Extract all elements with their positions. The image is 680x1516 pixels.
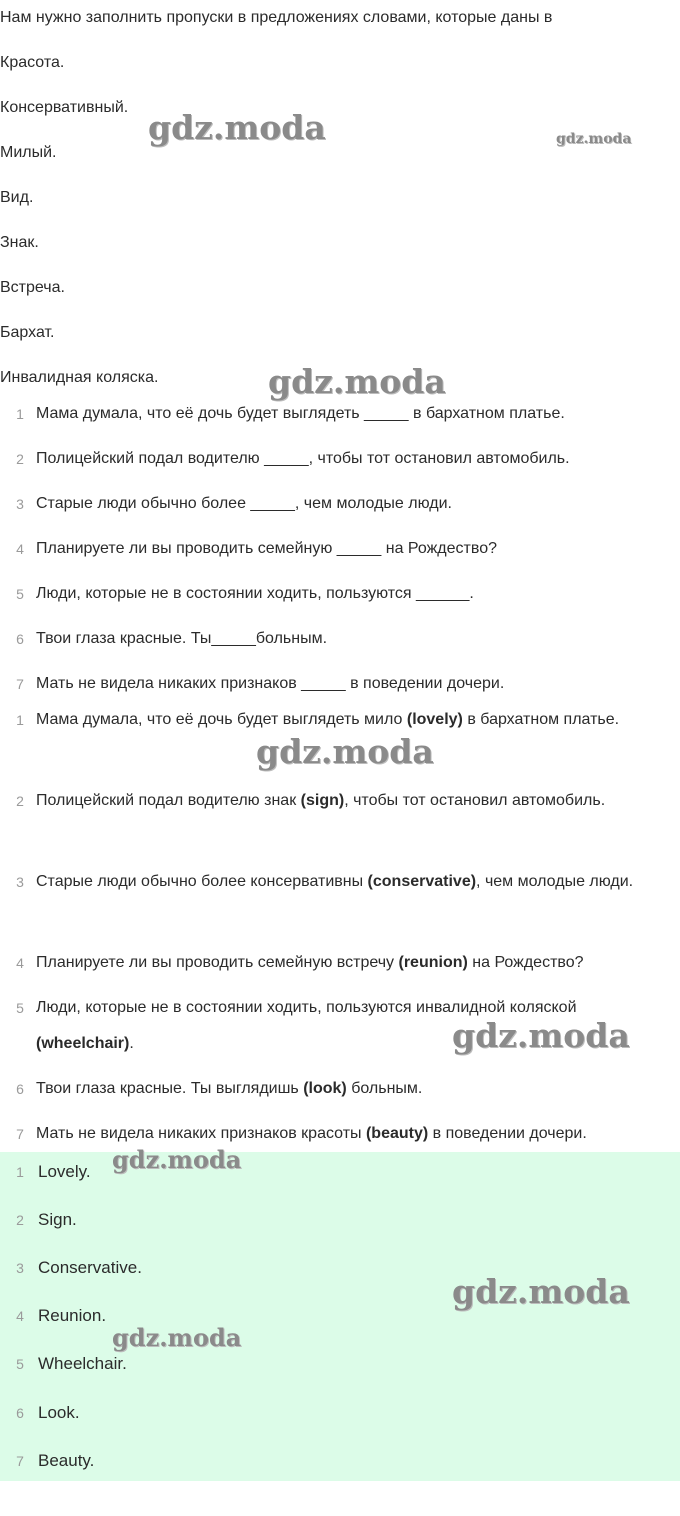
translation-number: 6 (16, 1081, 24, 1097)
question-text: Старые люди обычно более _____, чем молодые люди. (36, 495, 452, 512)
intro-text: Нам нужно заполнить пропуски в предложениях словами, которые даны в (0, 9, 553, 26)
answer-text: Conservative. (38, 1258, 142, 1277)
answer-number: 6 (16, 1405, 24, 1421)
watermark: gdz.moda (112, 1145, 242, 1174)
question-text: Твои глаза красные. Ты_____больным. (36, 630, 328, 647)
answer-number: 1 (16, 1164, 24, 1180)
translation-number: 3 (16, 874, 24, 890)
question-number: 2 (16, 451, 24, 467)
watermark: gdz.moda (112, 1323, 242, 1352)
translation-text: Полицейский подал водителю знак (sign), чтобы тот остановил автомобиль. (36, 792, 606, 809)
answer-word: (conservative) (367, 873, 477, 890)
question-text: Мать не видела никаких признаков _____ в поведении дочери. (36, 675, 505, 692)
answer-number: 3 (16, 1260, 24, 1276)
word-item: Милый. (0, 144, 57, 161)
question-text: Полицейский подал водителю _____, чтобы тот остановил автомобиль. (36, 450, 570, 467)
translation-text: Планируете ли вы проводить семейную встречу (reunion) на Рождество? (36, 954, 584, 971)
translation-text: Люди, которые не в состоянии ходить, пользуются инвалидной коляской (wheelchair). (36, 999, 577, 1052)
word-item: Встреча. (0, 279, 65, 296)
translation-text: Мать не видела никаких признаков красоты (beauty) в поведении дочери. (36, 1125, 587, 1142)
question-text: Люди, которые не в состоянии ходить, пользуются ______. (36, 585, 474, 602)
watermark: gdz.moda (256, 732, 434, 771)
watermark: gdz.moda (556, 131, 632, 147)
answer-number: 4 (16, 1308, 24, 1324)
answer-word: (look) (303, 1080, 347, 1097)
answer-text: Wheelchair. (38, 1354, 127, 1373)
translation-number: 5 (16, 1000, 24, 1016)
question-number: 5 (16, 586, 24, 602)
answer-text: Sign. (38, 1210, 77, 1229)
question-number: 4 (16, 541, 24, 557)
answer-number: 2 (16, 1212, 24, 1228)
translation-text: Старые люди обычно более консервативны (conservative), чем молодые люди. (36, 873, 634, 890)
word-item: Красота. (0, 54, 65, 71)
answer-word: (lovely) (406, 711, 463, 728)
answer-text: Beauty. (38, 1451, 95, 1470)
answer-box (0, 1152, 680, 1481)
question-number: 1 (16, 406, 24, 422)
word-item: Знак. (0, 234, 39, 251)
translation-text: Твои глаза красные. Ты выглядишь (look) больным. (36, 1080, 423, 1097)
question-text: Планируете ли вы проводить семейную _____ на Рождество? (36, 540, 497, 557)
answer-word: (reunion) (398, 954, 468, 971)
watermark: gdz.moda (452, 1016, 630, 1055)
answer-number: 7 (16, 1453, 24, 1469)
word-item: Инвалидная коляска. (0, 369, 159, 386)
word-item: Вид. (0, 189, 34, 206)
translation-number: 2 (16, 793, 24, 809)
translation-text: Мама думала, что её дочь будет выглядеть мило (lovely) в бархатном платье. (36, 711, 620, 728)
watermark: gdz.moda (148, 108, 326, 147)
translation-number: 4 (16, 955, 24, 971)
watermark: gdz.moda (268, 362, 446, 401)
answer-word: (wheelchair) (36, 1035, 130, 1052)
answer-word: (beauty) (365, 1125, 429, 1142)
question-text: Мама думала, что её дочь будет выглядеть _____ в бархатном платье. (36, 405, 565, 422)
watermark: gdz.moda (452, 1272, 630, 1311)
question-number: 6 (16, 631, 24, 647)
word-item: Бархат. (0, 324, 55, 341)
answer-text: Reunion. (38, 1306, 107, 1325)
translation-number: 7 (16, 1126, 24, 1142)
question-number: 7 (16, 676, 24, 692)
answer-number: 5 (16, 1356, 24, 1372)
word-item: Консервативный. (0, 99, 129, 116)
answer-text: Lovely. (38, 1162, 91, 1181)
translation-number: 1 (16, 712, 24, 728)
question-number: 3 (16, 496, 24, 512)
answer-word: (sign) (300, 792, 345, 809)
answer-text: Look. (38, 1403, 80, 1422)
